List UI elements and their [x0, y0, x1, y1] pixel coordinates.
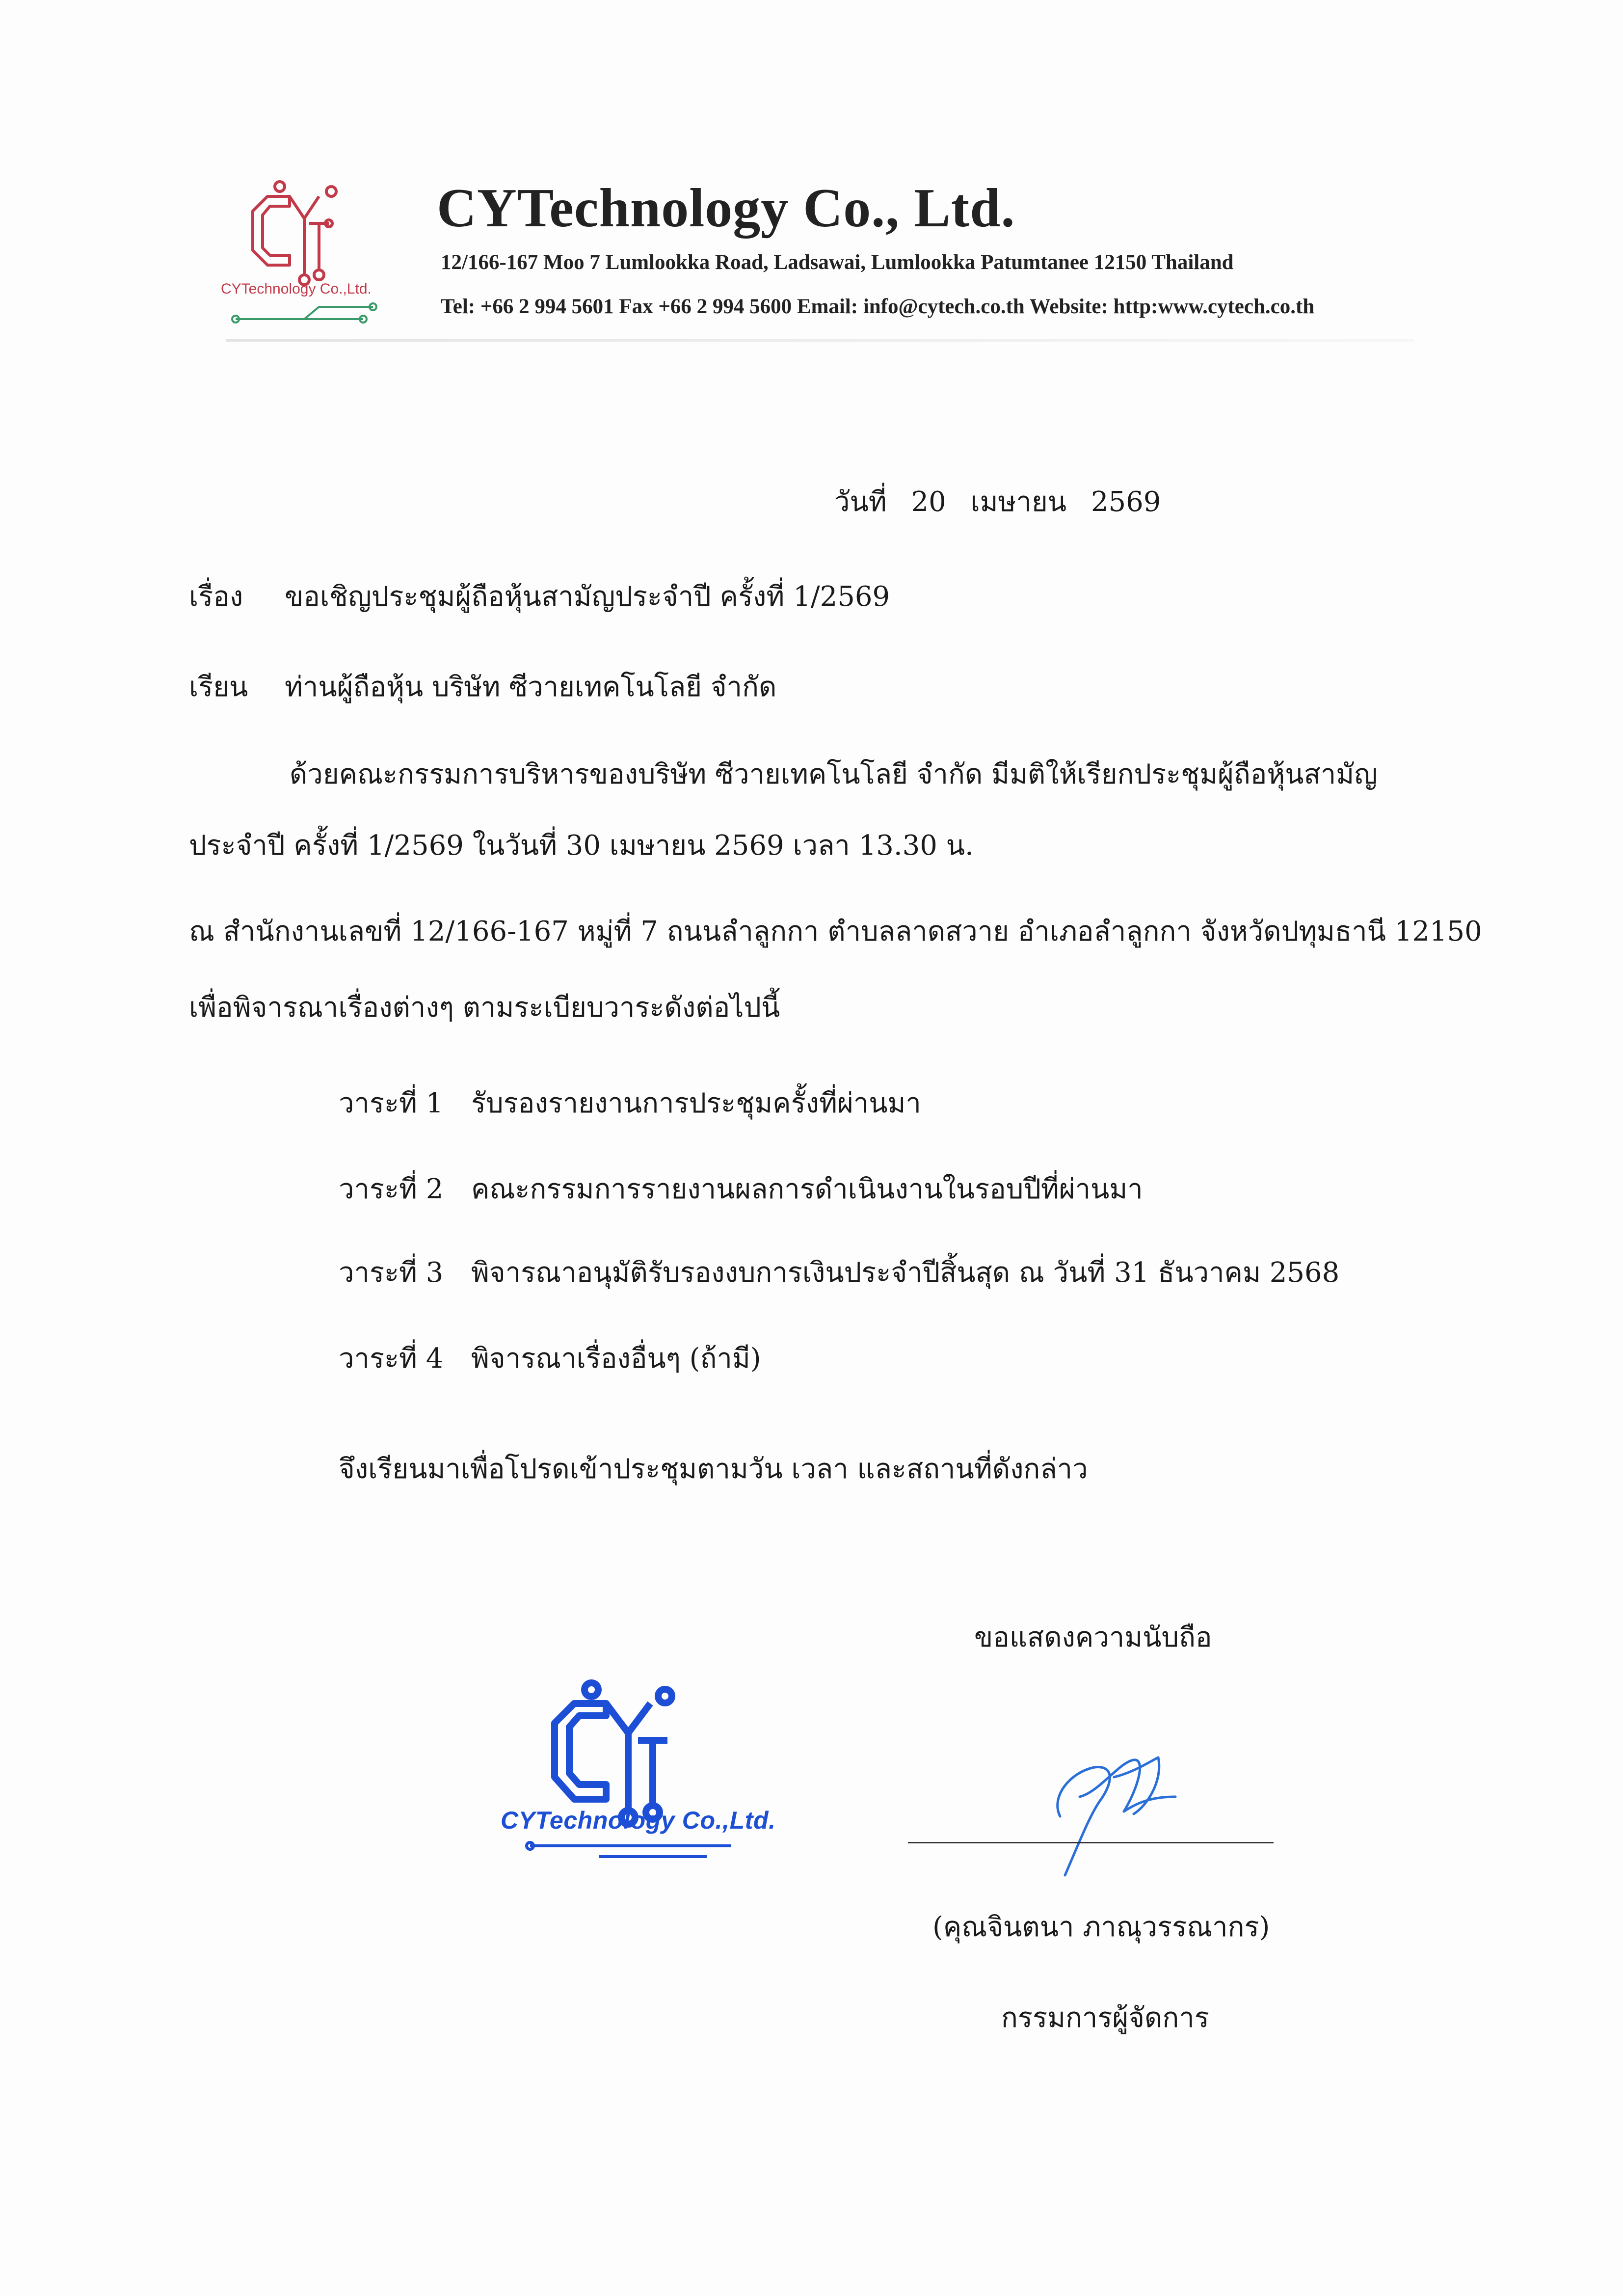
agenda-1-label: วาระที่ 1 — [339, 1087, 444, 1119]
signature-line — [908, 1842, 1274, 1843]
closing-text: จึงเรียนมาเพื่อโปรดเข้าประชุมตามวัน เวลา และสถานที่ดังกล่าว — [339, 1453, 1088, 1485]
date-month: เมษายน — [970, 486, 1067, 518]
regards-text: ขอแสดงความนับถือ — [974, 1621, 1212, 1653]
company-logo — [216, 177, 422, 339]
signatory-title: กรรมการผู้จัดการ — [1001, 2002, 1209, 2034]
date-label: วันที่ — [834, 486, 887, 518]
company-stamp — [501, 1669, 805, 1875]
agenda-2-label: วาระที่ 2 — [339, 1173, 444, 1205]
letterhead-divider — [226, 339, 1413, 342]
agenda-3-text: พิจารณาอนุมัติรับรองงบการเงินประจำปีสิ้นสุด ณ วันที่ 31 ธันวาคม 2568 — [471, 1257, 1340, 1289]
date-year: 2569 — [1091, 486, 1161, 518]
company-address: 12/166-167 Moo 7 Lumlookka Road, Ladsawai, Lumlookka Patumtanee 12150 Thailand — [441, 251, 1234, 274]
signature — [1040, 1743, 1202, 1890]
body-line-4: เพื่อพิจารณาเรื่องต่างๆ ตามระเบียบวาระดังต่อไปนี้ — [189, 992, 780, 1024]
letter-date — [834, 488, 1176, 516]
company-name: CYTechnology Co., Ltd. — [437, 178, 1015, 239]
stamp-text: CYTechnology Co.,Ltd. — [501, 1807, 775, 1834]
agenda-4-text: พิจารณาเรื่องอื่นๆ (ถ้ามี) — [471, 1343, 761, 1375]
date-day: 20 — [911, 486, 946, 518]
agenda-1-text: รับรองรายงานการประชุมครั้งที่ผ่านมา — [471, 1087, 921, 1119]
body-line-2: ประจำปี ครั้งที่ 1/2569 ในวันที่ 30 เมษายน 2569 เวลา 13.30 น. — [189, 830, 974, 862]
agenda-4-label: วาระที่ 4 — [339, 1343, 444, 1375]
body-line-1: ด้วยคณะกรรมการบริหารของบริษัท ซีวายเทคโนโลยี จำกัด มีมติให้เรียกประชุมผู้ถือหุ้นสามัญ — [290, 758, 1378, 790]
agenda-2-text: คณะกรรมการรายงานผลการดำเนินงานในรอบปีที่ผ่านมา — [471, 1173, 1143, 1205]
body-line-3: ณ สำนักงานเลขที่ 12/166-167 หมู่ที่ 7 ถนนลำลูกกา ตำบลลาดสวาย อำเภอลำลูกกา จังหวัดปทุมธานี 12150 — [189, 916, 1482, 947]
subject-text: ขอเชิญประชุมผู้ถือหุ้นสามัญประจำปี ครั้งที่ 1/2569 — [285, 581, 890, 613]
signatory-name: (คุณจินตนา ภาณุวรรณากร) — [932, 1911, 1270, 1943]
recipient-text: ท่านผู้ถือหุ้น บริษัท ซีวายเทคโนโลยี จำกัด — [285, 671, 777, 703]
company-contact: Tel: +66 2 994 5601 Fax +66 2 994 5600 Email: info@cytech.co.th Website: http:www.cytech.co.th — [441, 295, 1315, 318]
logo-text: CYTechnology Co.,Ltd. — [221, 281, 372, 297]
subject-label: เรื่อง — [189, 581, 243, 613]
recipient-label: เรียน — [189, 671, 248, 703]
agenda-3-label: วาระที่ 3 — [339, 1257, 444, 1289]
